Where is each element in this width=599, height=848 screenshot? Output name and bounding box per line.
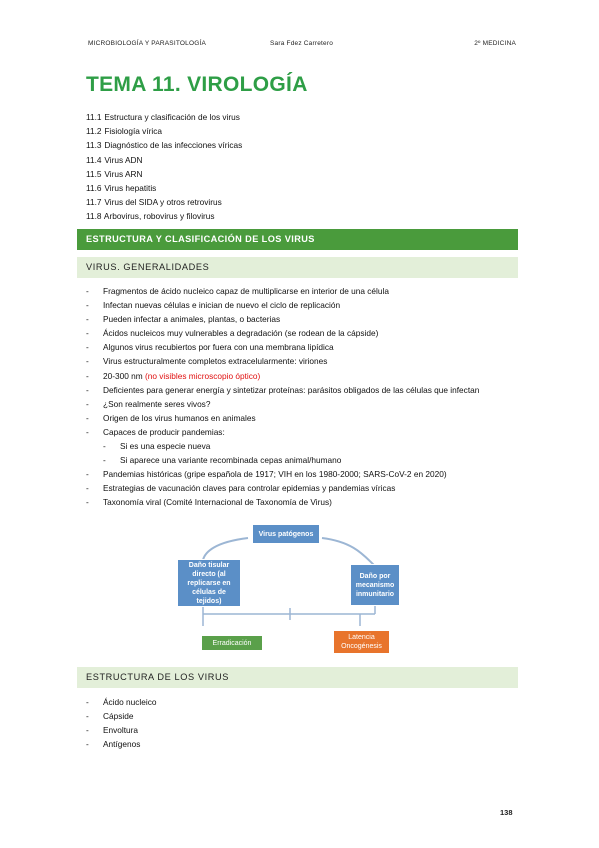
generalidades-list (86, 284, 506, 510)
list-item: - Envoltura (86, 725, 139, 736)
toc-text: Virus hepatitis (104, 183, 157, 194)
list-item: - ¿Son realmente seres vivos? (86, 398, 211, 409)
header-subject: MICROBIOLOGÍA Y PARASITOLOGÍA (88, 40, 207, 47)
toc-item (86, 195, 242, 209)
list-item: - Antígenos (86, 739, 141, 750)
toc-item (86, 124, 242, 138)
toc-item (86, 209, 242, 223)
highlight-red-text: (no visibles microscopio óptico) (144, 370, 261, 381)
header-course: 2º MEDICINA (474, 40, 516, 47)
list-item: - Infectan nuevas células e inician de nuevo el ciclo de replicación (86, 300, 341, 311)
subsection-heading-generalidades: VIRUS. GENERALIDADES (77, 257, 518, 278)
list-item: - Fragmentos de ácido nucleico capaz de multiplicarse en interior de una célula (86, 286, 389, 296)
toc-number: 11.8 (86, 211, 102, 222)
sub-list-item: - Si es una especie nueva (103, 441, 211, 452)
toc-item (86, 153, 242, 167)
section-heading: ESTRUCTURA Y CLASIFICACIÓN DE LOS VIRUS (77, 229, 518, 250)
list-item: - Ácidos nucleicos muy vulnerables a degradación (se rodean de la cápside) (86, 328, 379, 339)
toc-item (86, 138, 242, 152)
list-item: - 20-300 nm (no visibles microscopio óptico) (86, 370, 261, 381)
list-item: - Deficientes para generar energía y sintetizar proteínas: parásitos obligados de las células que infectan (86, 384, 480, 395)
diagram-node-dano-inmunitario: Daño por mecanismo inmunitario (350, 564, 400, 606)
toc-text: Virus ARN (104, 168, 143, 179)
estructura-list (86, 695, 506, 751)
subsection-heading-estructura: ESTRUCTURA DE LOS VIRUS (77, 667, 518, 688)
diagram-node-latencia-oncogenesis: Latencia Oncogénesis (333, 630, 390, 654)
list-item: - Algunos virus recubiertos por fuera con una membrana lipídica (86, 342, 334, 353)
diagram-node-virus-patogenos: Virus patógenos (252, 524, 320, 544)
diagram-node-erradicacion: Erradicación (201, 635, 263, 651)
list-item: - Ácido nucleico (86, 697, 157, 707)
toc-number: 11.7 (86, 197, 102, 208)
toc-text: Estructura y clasificación de los virus (104, 112, 240, 122)
toc-text: Virus del SIDA y otros retrovirus (104, 197, 222, 208)
toc-text: Diagnóstico de las infecciones víricas (104, 140, 243, 151)
list-item: - Virus estructuralmente completos extracelularmente: viriones (86, 356, 328, 367)
header-author: Sara Fdez Carretero (270, 40, 334, 47)
toc-item (86, 110, 242, 124)
list-item: - Origen de los virus humanos en animales (86, 412, 256, 423)
list-item: - Taxonomía viral (Comité Internacional de Taxonomía de Virus) (86, 497, 332, 508)
list-item: - Cápside (86, 711, 134, 722)
toc-item (86, 167, 242, 181)
list-item: - Estrategias de vacunación claves para controlar epidemias y pandemias víricas (86, 483, 396, 494)
list-item: - Pueden infectar a animales, plantas, o bacterias (86, 314, 281, 325)
table-of-contents (86, 110, 242, 224)
toc-number: 11.3 (86, 140, 102, 151)
toc-number: 11.6 (86, 183, 102, 194)
toc-text: Arbovirus, robovirus y filovirus (103, 211, 215, 222)
diagram-node-dano-tisular: Daño tisular directo (al replicarse en células de tejidos) (177, 559, 241, 607)
list-item: - Pandemias históricas (gripe española de 1917; VIH en los 1980-2000; SARS-CoV-2 en 2020) (86, 469, 447, 480)
page-number: 138 (500, 808, 513, 817)
toc-number: 11.2 (86, 126, 102, 137)
list-item: - Capaces de producir pandemias: (86, 426, 225, 437)
page-title: TEMA 11. VIROLOGÍA (86, 73, 308, 96)
toc-text: Fisiología vírica (104, 126, 162, 137)
sub-list-item: - Si aparece una variante recombinada cepas animal/humano (103, 455, 342, 466)
toc-item (86, 181, 242, 195)
toc-number: 11.1 (86, 112, 102, 122)
virus-pathogen-diagram (175, 522, 395, 658)
toc-text: Virus ADN (104, 154, 143, 165)
toc-number: 11.5 (86, 168, 102, 179)
toc-number: 11.4 (86, 154, 102, 165)
